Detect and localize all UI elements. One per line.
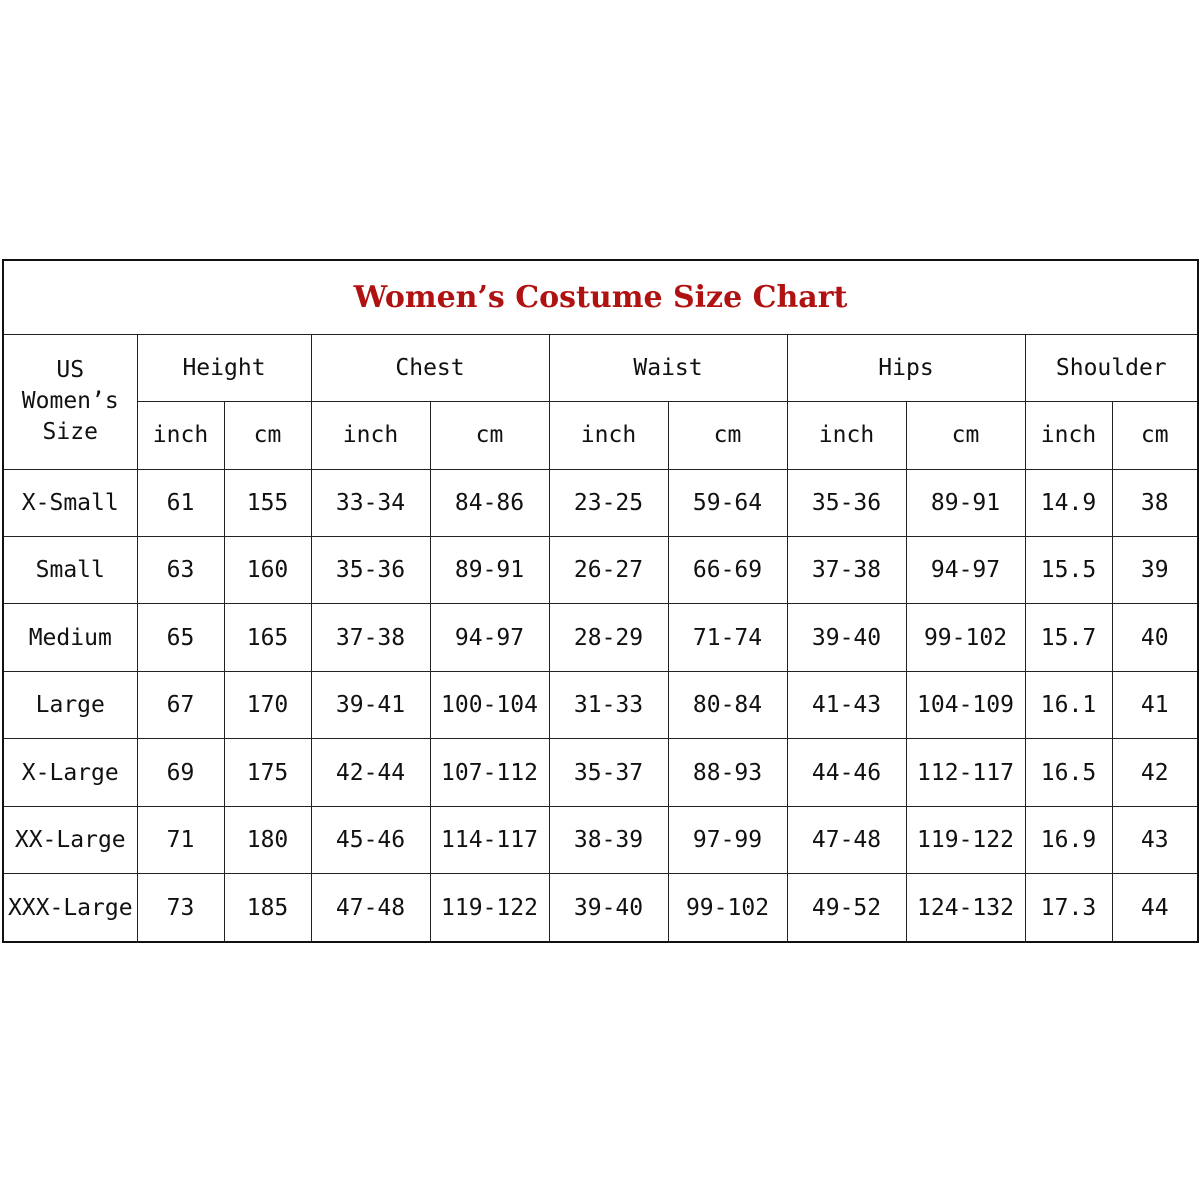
table-cell: 45-46 xyxy=(311,806,430,873)
table-cell: 41-43 xyxy=(787,671,906,738)
table-cell: 89-91 xyxy=(430,536,549,603)
table-cell: 47-48 xyxy=(311,874,430,941)
table-cell: 180 xyxy=(224,806,311,873)
table-cell: 66-69 xyxy=(668,536,787,603)
table-cell: 38-39 xyxy=(549,806,668,873)
table-cell: 61 xyxy=(137,469,224,536)
table-cell: 43 xyxy=(1112,806,1197,873)
size-label: X-Small xyxy=(4,469,137,536)
table-cell: 89-91 xyxy=(906,469,1025,536)
table-cell: 31-33 xyxy=(549,671,668,738)
table-cell: 71 xyxy=(137,806,224,873)
table-cell: 73 xyxy=(137,874,224,941)
table-cell: 63 xyxy=(137,536,224,603)
unit-header: inch xyxy=(137,402,224,469)
table-cell: 42-44 xyxy=(311,739,430,806)
size-label: Medium xyxy=(4,604,137,671)
table-cell: 160 xyxy=(224,536,311,603)
table-cell: 26-27 xyxy=(549,536,668,603)
table-row xyxy=(4,469,1197,536)
table-row xyxy=(4,874,1197,941)
table-cell: 69 xyxy=(137,739,224,806)
size-chart-table xyxy=(4,261,1197,941)
table-cell: 107-112 xyxy=(430,739,549,806)
unit-header: cm xyxy=(668,402,787,469)
table-cell: 59-64 xyxy=(668,469,787,536)
group-header-waist: Waist xyxy=(549,334,787,401)
size-label: Large xyxy=(4,671,137,738)
table-cell: 15.5 xyxy=(1025,536,1112,603)
table-cell: 35-36 xyxy=(787,469,906,536)
table-cell: 49-52 xyxy=(787,874,906,941)
table-cell: 42 xyxy=(1112,739,1197,806)
unit-header: inch xyxy=(549,402,668,469)
table-cell: 65 xyxy=(137,604,224,671)
table-cell: 94-97 xyxy=(906,536,1025,603)
table-cell: 39 xyxy=(1112,536,1197,603)
size-chart xyxy=(2,259,1199,943)
size-label: X-Large xyxy=(4,739,137,806)
table-cell: 124-132 xyxy=(906,874,1025,941)
table-row xyxy=(4,536,1197,603)
table-cell: 175 xyxy=(224,739,311,806)
table-cell: 15.7 xyxy=(1025,604,1112,671)
table-cell: 23-25 xyxy=(549,469,668,536)
unit-header: cm xyxy=(906,402,1025,469)
table-cell: 99-102 xyxy=(906,604,1025,671)
table-cell: 16.1 xyxy=(1025,671,1112,738)
table-cell: 38 xyxy=(1112,469,1197,536)
table-cell: 39-40 xyxy=(787,604,906,671)
table-row xyxy=(4,671,1197,738)
table-cell: 170 xyxy=(224,671,311,738)
chart-title: Women’s Costume Size Chart xyxy=(4,261,1197,334)
table-cell: 104-109 xyxy=(906,671,1025,738)
table-cell: 14.9 xyxy=(1025,469,1112,536)
unit-header-row xyxy=(4,402,1197,469)
table-cell: 99-102 xyxy=(668,874,787,941)
table-cell: 47-48 xyxy=(787,806,906,873)
table-cell: 94-97 xyxy=(430,604,549,671)
table-cell: 16.5 xyxy=(1025,739,1112,806)
table-cell: 44-46 xyxy=(787,739,906,806)
table-cell: 44 xyxy=(1112,874,1197,941)
title-row xyxy=(4,261,1197,334)
table-cell: 39-40 xyxy=(549,874,668,941)
size-header-line2: Size xyxy=(42,419,98,446)
table-row xyxy=(4,604,1197,671)
table-cell: 165 xyxy=(224,604,311,671)
table-cell: 67 xyxy=(137,671,224,738)
size-column-header xyxy=(4,334,137,469)
table-cell: 155 xyxy=(224,469,311,536)
table-cell: 40 xyxy=(1112,604,1197,671)
table-cell: 39-41 xyxy=(311,671,430,738)
table-cell: 17.3 xyxy=(1025,874,1112,941)
table-row xyxy=(4,806,1197,873)
table-cell: 114-117 xyxy=(430,806,549,873)
table-cell: 28-29 xyxy=(549,604,668,671)
unit-header: inch xyxy=(787,402,906,469)
table-cell: 33-34 xyxy=(311,469,430,536)
table-cell: 41 xyxy=(1112,671,1197,738)
table-row xyxy=(4,739,1197,806)
table-cell: 37-38 xyxy=(787,536,906,603)
unit-header: cm xyxy=(430,402,549,469)
table-cell: 71-74 xyxy=(668,604,787,671)
group-header-chest: Chest xyxy=(311,334,549,401)
table-cell: 185 xyxy=(224,874,311,941)
group-header-height: Height xyxy=(137,334,311,401)
table-cell: 35-37 xyxy=(549,739,668,806)
table-cell: 84-86 xyxy=(430,469,549,536)
table-cell: 97-99 xyxy=(668,806,787,873)
table-cell: 80-84 xyxy=(668,671,787,738)
table-cell: 16.9 xyxy=(1025,806,1112,873)
table-cell: 119-122 xyxy=(906,806,1025,873)
unit-header: cm xyxy=(1112,402,1197,469)
size-label: XX-Large xyxy=(4,806,137,873)
group-header-hips: Hips xyxy=(787,334,1025,401)
size-label: Small xyxy=(4,536,137,603)
table-cell: 37-38 xyxy=(311,604,430,671)
table-cell: 88-93 xyxy=(668,739,787,806)
unit-header: inch xyxy=(311,402,430,469)
size-header-line1: US Women’s xyxy=(21,357,119,415)
unit-header: inch xyxy=(1025,402,1112,469)
unit-header: cm xyxy=(224,402,311,469)
table-cell: 112-117 xyxy=(906,739,1025,806)
table-cell: 100-104 xyxy=(430,671,549,738)
group-header-shoulder: Shoulder xyxy=(1025,334,1197,401)
table-cell: 119-122 xyxy=(430,874,549,941)
table-cell: 35-36 xyxy=(311,536,430,603)
size-label: XXX-Large xyxy=(4,874,137,941)
group-header-row xyxy=(4,334,1197,401)
